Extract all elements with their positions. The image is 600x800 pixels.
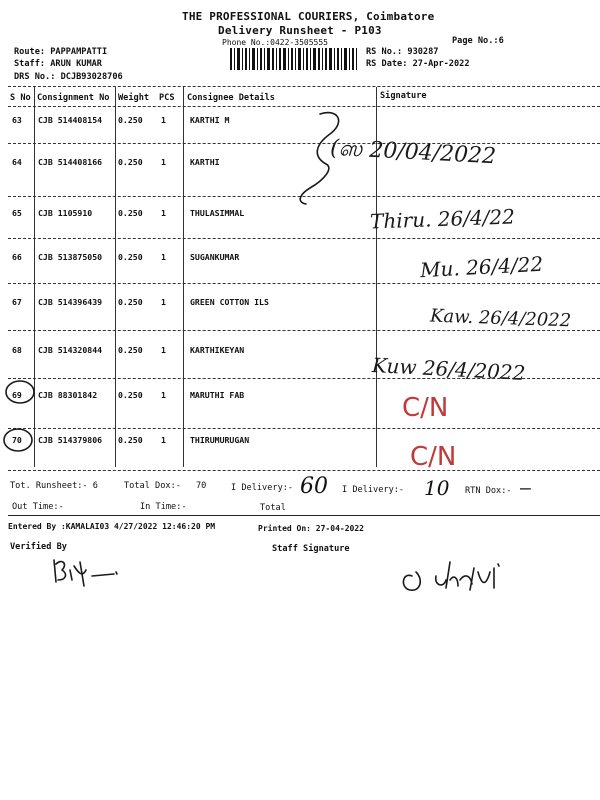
row-consignment: CJB 1105910 — [38, 208, 93, 218]
row-sno: 65 — [12, 208, 22, 218]
row-consignee: KARTHI M — [190, 115, 230, 125]
col-consignment: Consignment No — [37, 93, 110, 103]
total-label: Total — [260, 503, 286, 513]
col-weight: Weight — [118, 93, 150, 103]
page-title: Delivery Runsheet - P103 — [218, 24, 382, 37]
col-signature: Signature — [380, 91, 427, 101]
row-weight: 0.250 — [118, 115, 143, 125]
staff-label: Staff: ARUN KUMAR — [14, 59, 102, 69]
drs-value: DCJB93028706 — [60, 72, 123, 82]
row-sno: 68 — [12, 345, 22, 355]
row-rule — [8, 283, 600, 284]
row-rule — [8, 330, 600, 331]
rs-date: RS Date: 27-Apr-2022 — [366, 59, 470, 69]
row-consignment: CJB 514408166 — [38, 157, 103, 167]
col-divider — [115, 87, 116, 467]
staff-signature-icon — [398, 558, 524, 598]
row-pcs: 1 — [161, 115, 166, 125]
row-consignee: GREEN COTTON ILS — [190, 297, 269, 307]
phone-number: Phone No.:0422-3505555 — [222, 38, 328, 47]
row-consignee: SUGANKUMAR — [190, 252, 240, 262]
row-sno: 69 — [12, 390, 22, 400]
delivery-label: I Delivery:- — [231, 483, 294, 493]
row-consignee: KARTHI — [190, 157, 220, 167]
row-weight: 0.250 — [118, 390, 143, 400]
signature-row-68: Kuw 26/4/2022 — [371, 353, 526, 385]
col-consignee: Consignee Details — [187, 93, 275, 103]
row-weight: 0.250 — [118, 157, 143, 167]
rtn-dox-label: RTN Dox:- — [465, 486, 512, 496]
signature-row-65: Thiru. 26/4/22 — [369, 204, 516, 234]
row-rule — [8, 428, 600, 429]
row-consignment: CJB 514320844 — [38, 345, 103, 355]
row-pcs: 1 — [161, 297, 166, 307]
row-pcs: 1 — [161, 345, 166, 355]
total-dox-value: 70 — [196, 481, 207, 491]
signature-row-67: Kaw. 26/4/2022 — [429, 305, 572, 332]
row-pcs: 1 — [161, 435, 166, 445]
row-consignee: THIRUMURUGAN — [190, 435, 250, 445]
circle-mark-icon — [4, 378, 38, 406]
page-number: Page No.:6 — [452, 36, 504, 46]
col-sno: S No — [10, 93, 31, 103]
row-weight: 0.250 — [118, 208, 143, 218]
in-time-label: In Time:- — [140, 502, 187, 512]
table-header-rule — [8, 106, 600, 107]
row-consignment: CJB 88301842 — [38, 390, 98, 400]
red-mark-row-70: C/N — [410, 442, 457, 472]
row-weight: 0.250 — [118, 345, 143, 355]
row-consignee: THULASIMMAL — [190, 208, 245, 218]
staff-value: ARUN KUMAR — [50, 59, 102, 69]
row-consignment: CJB 513875050 — [38, 252, 103, 262]
row-rule — [8, 238, 600, 239]
verified-by-label: Verified By — [10, 542, 67, 552]
col-pcs: PCS — [159, 93, 175, 103]
row-pcs: 1 — [161, 252, 166, 262]
row-consignment: CJB 514408154 — [38, 115, 103, 125]
staff-signature-label: Staff Signature — [272, 544, 350, 554]
printed-on: Printed On: 27-04-2022 — [258, 524, 364, 533]
drs-label: DRS No.: DCJB93028706 — [14, 72, 123, 82]
row-consignee: KARTHIKEYAN — [190, 345, 245, 355]
table-bottom-rule — [8, 470, 600, 471]
rs-number: RS No.: 930287 — [366, 47, 439, 57]
col-divider — [183, 87, 184, 467]
col-divider — [34, 87, 35, 467]
undelivery-label: I Delivery:- — [342, 485, 405, 495]
route-value: PAPPAMPATTI — [50, 47, 108, 57]
row-consignment: CJB 514396439 — [38, 297, 103, 307]
row-pcs: 1 — [161, 390, 166, 400]
row-sno: 66 — [12, 252, 22, 262]
route-label: Route: PAPPAMPATTI — [14, 47, 108, 57]
table-top-rule — [8, 86, 600, 87]
row-sno: 70 — [12, 435, 22, 445]
row-sno: 64 — [12, 157, 22, 167]
summary-rule — [8, 515, 600, 516]
out-time-label: Out Time:- — [12, 502, 64, 512]
signature-row-66: Mu. 26/4/22 — [419, 251, 544, 283]
total-runsheet: Tot. Runsheet:- 6 — [10, 481, 98, 491]
red-mark-row-69: C/N — [402, 393, 449, 423]
row-pcs: 1 — [161, 208, 166, 218]
row-weight: 0.250 — [118, 252, 143, 262]
total-dox-label: Total Dox:- — [124, 481, 181, 491]
circle-mark-icon — [2, 426, 36, 454]
delivery-count: 60 — [300, 474, 328, 499]
row-pcs: 1 — [161, 157, 166, 167]
entered-by: Entered By :KAMALAI03 4/27/2022 12:46:20 PM — [8, 522, 216, 531]
row-weight: 0.250 — [118, 297, 143, 307]
company-name: THE PROFESSIONAL COURIERS, Coimbatore — [182, 10, 435, 23]
signature-row-64: (ஸ 20/04/2022 — [329, 135, 497, 170]
row-sno: 63 — [12, 115, 22, 125]
row-weight: 0.250 — [118, 435, 143, 445]
verifier-signature-icon — [48, 556, 128, 592]
row-sno: 67 — [12, 297, 22, 307]
row-consignee: MARUTHI FAB — [190, 390, 245, 400]
undelivery-count: 10 — [424, 476, 450, 500]
rtn-dox-dash: — — [520, 478, 531, 499]
barcode — [230, 48, 358, 72]
row-consignment: CJB 514379806 — [38, 435, 103, 445]
